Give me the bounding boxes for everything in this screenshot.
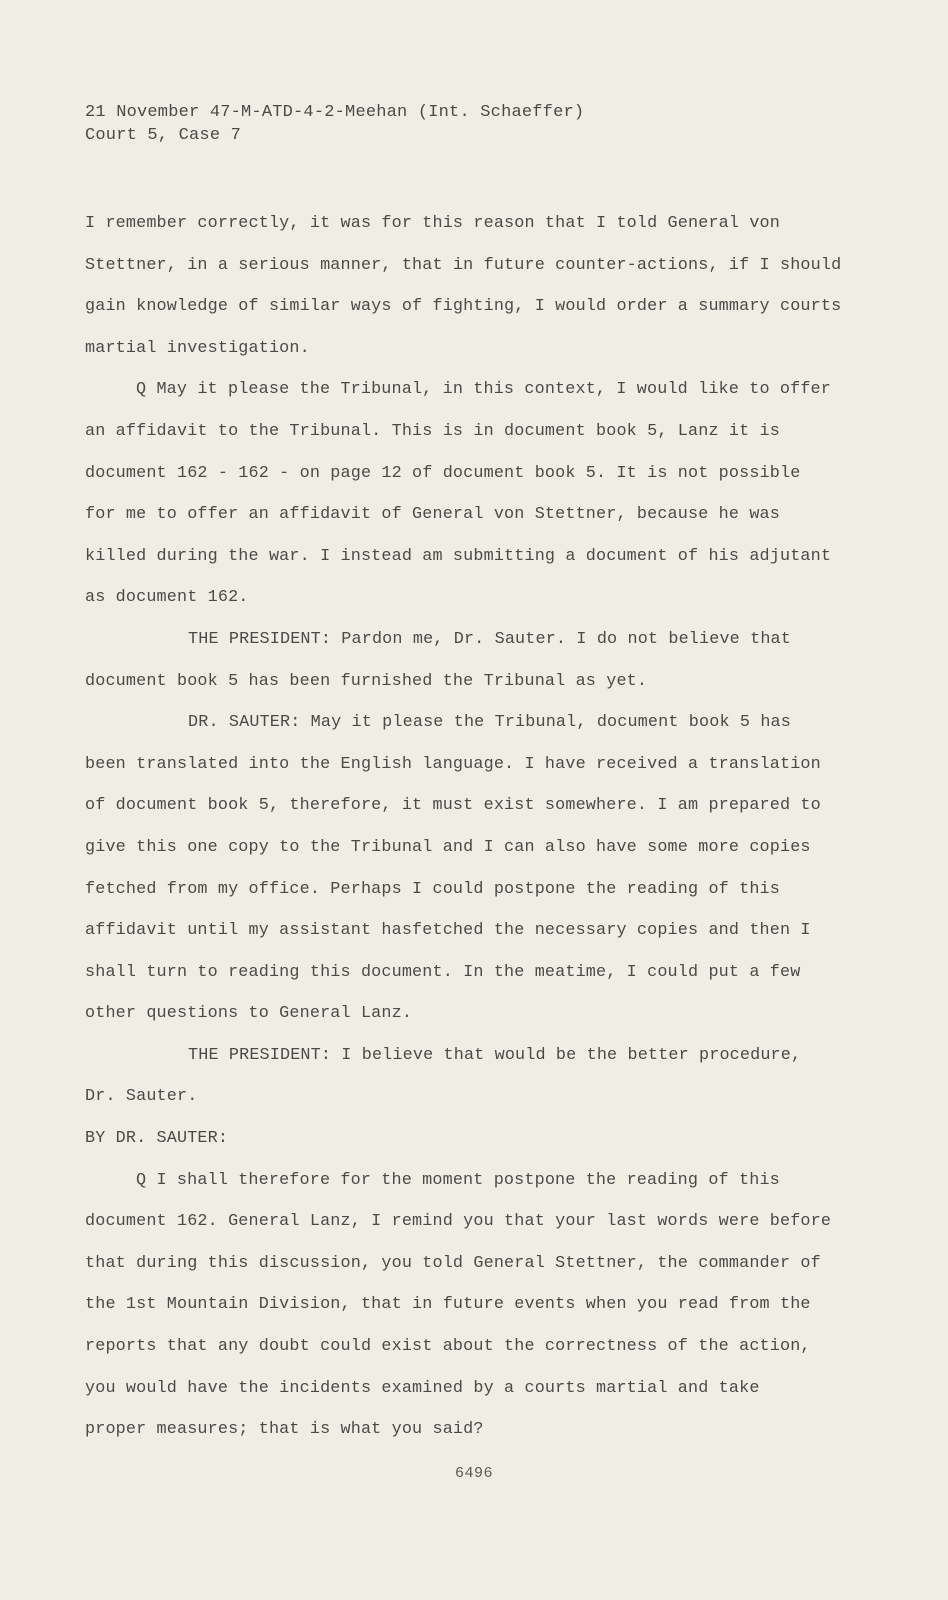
transcript-line: Q I shall therefore for the moment postpone the reading of this: [136, 1170, 780, 1190]
transcript-line: THE PRESIDENT: I believe that would be the better procedure,: [188, 1045, 802, 1065]
transcript-line: the 1st Mountain Division, that in future events when you read from the: [85, 1295, 811, 1315]
transcript-line: reports that any doubt could exist about the correctness of the action,: [85, 1337, 811, 1357]
header-court-case: Court 5, Case 7: [85, 126, 242, 145]
page-number: 6496: [454, 1465, 493, 1482]
transcript-line: document 162. General Lanz, I remind you that your last words were before: [85, 1212, 832, 1232]
transcript-line: other questions to General Lanz.: [85, 1004, 413, 1024]
transcript-line: for me to offer an affidavit of General von Stettner, because he was: [85, 505, 780, 525]
transcript-line: of document book 5, therefore, it must exist somewhere. I am prepared to: [85, 796, 821, 816]
transcript-line: Dr. Sauter.: [85, 1087, 198, 1107]
transcript-line: document 162 - 162 - on page 12 of document book 5. It is not possible: [85, 463, 801, 483]
transcript-body: [85, 203, 865, 1451]
transcript-line: as document 162.: [85, 588, 249, 608]
transcript-line: THE PRESIDENT: Pardon me, Dr. Sauter. I do not believe that: [188, 629, 792, 649]
transcript-line: Stettner, in a serious manner, that in future counter-actions, if I should: [85, 255, 842, 275]
transcript-line: an affidavit to the Tribunal. This is in document book 5, Lanz it is: [85, 421, 780, 441]
transcript-line: document book 5 has been furnished the Tribunal as yet.: [85, 671, 648, 691]
transcript-line: affidavit until my assistant hasfetched the necessary copies and then I: [85, 921, 811, 941]
transcript-line: proper measures; that is what you said?: [85, 1420, 484, 1440]
transcript-line: gain knowledge of similar ways of fighting, I would order a summary courts: [85, 297, 842, 317]
transcript-line: DR. SAUTER: May it please the Tribunal, document book 5 has: [188, 713, 792, 733]
transcript-line: martial investigation.: [85, 338, 310, 358]
transcript-line: give this one copy to the Tribunal and I can also have some more copies: [85, 837, 811, 857]
transcript-line: fetched from my office. Perhaps I could postpone the reading of this: [85, 879, 780, 899]
transcript-line: killed during the war. I instead am submitting a document of his adjutant: [85, 546, 832, 566]
document-header: [85, 101, 584, 147]
transcript-line: you would have the incidents examined by a courts martial and take: [85, 1378, 760, 1398]
transcript-line: I remember correctly, it was for this reason that I told General von: [85, 214, 780, 233]
header-date-reference: 21 November 47-M-ATD-4-2-Meehan (Int. Schaeffer): [85, 103, 585, 122]
transcript-line: shall turn to reading this document. In the meatime, I could put a few: [85, 962, 801, 982]
transcript-line: that during this discussion, you told General Stettner, the commander of: [85, 1253, 821, 1273]
transcript-line: BY DR. SAUTER:: [85, 1129, 229, 1149]
transcript-line: Q May it please the Tribunal, in this context, I would like to offer: [136, 380, 831, 400]
transcript-line: been translated into the English language. I have received a translation: [85, 754, 821, 774]
